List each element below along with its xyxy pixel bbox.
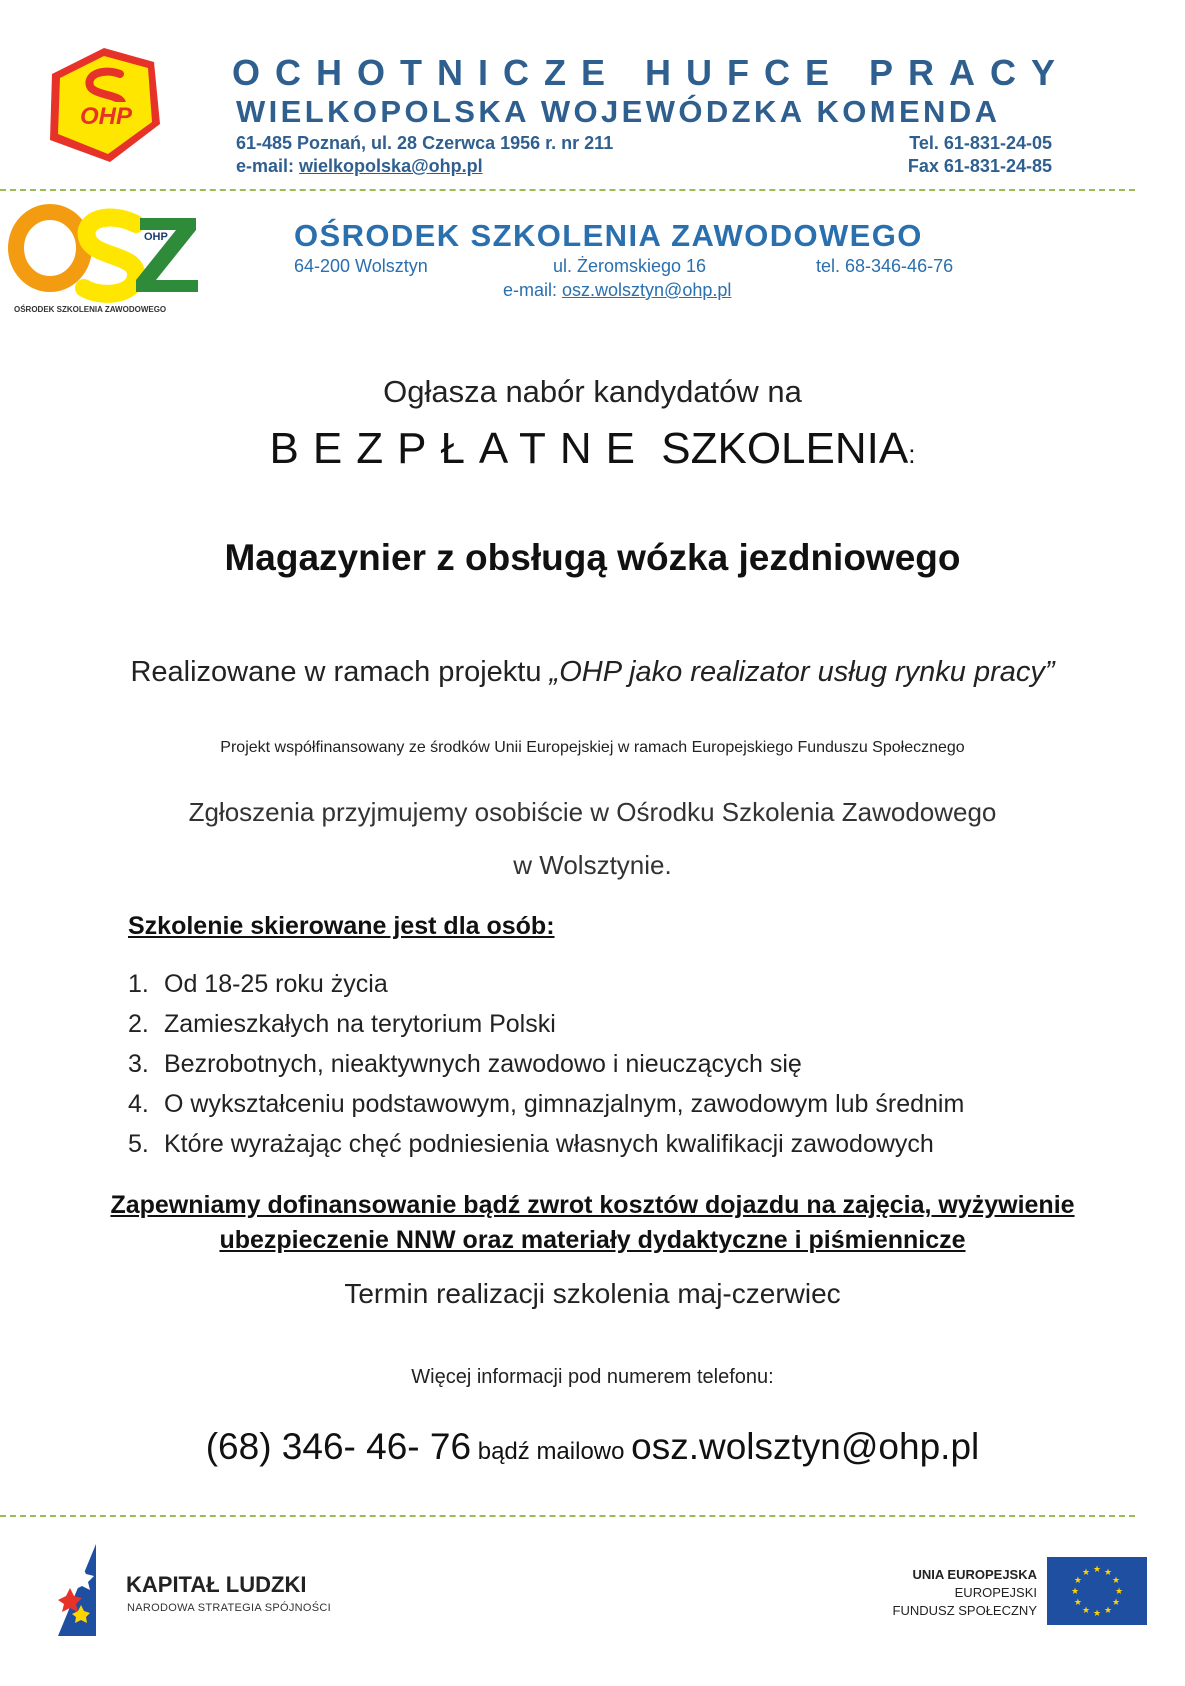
project-name: „OHP jako realizator usług rynku pracy” xyxy=(549,656,1055,688)
kapital-ludzki-title: KAPITAŁ LUDZKI xyxy=(126,1572,307,1597)
eu-star-icon: ★ xyxy=(1114,1587,1124,1597)
list-item: 1. Od 18-25 roku życia xyxy=(128,970,388,998)
cofinance-note: Projekt współfinansowany ze środków Unii Europejskiej w ramach Europejskiego Funduszu Społecznego xyxy=(220,739,965,756)
kapital-ludzki-logo xyxy=(56,1544,108,1636)
funding-line-1: Zapewniamy dofinansowanie bądź zwrot kosztów dojazdu na zajęcia, wyżywienie xyxy=(110,1191,1075,1219)
intro-text: Ogłasza nabór kandydatów na xyxy=(383,374,802,409)
org-email-link[interactable]: wielkopolska@ohp.pl xyxy=(299,156,483,176)
footer-divider xyxy=(0,1515,1135,1517)
org-address: 61-485 Poznań, ul. 28 Czerwca 1956 r. nr 211 xyxy=(236,133,614,153)
criteria-list xyxy=(128,964,964,1164)
eu-star-icon: ★ xyxy=(1092,1609,1102,1619)
headline-word: SZKOLENIA xyxy=(661,424,909,473)
headline-spaced: BEZPŁATNE xyxy=(269,424,650,473)
apply-line-2: w Wolsztynie. xyxy=(513,850,672,880)
eu-star-icon: ★ xyxy=(1103,1567,1113,1578)
project-line: Realizowane w ramach projektu „OHP jako realizator usług rynku pracy” xyxy=(130,656,1055,688)
ohp-logo xyxy=(44,44,166,166)
eu-line-2: EUROPEJSKI xyxy=(954,1585,1037,1600)
eu-star-icon: ★ xyxy=(1081,1606,1091,1617)
target-heading: Szkolenie skierowane jest dla osób: xyxy=(128,912,555,940)
osz-logo xyxy=(8,204,204,320)
eu-star-icon: ★ xyxy=(1103,1606,1113,1617)
header-divider xyxy=(0,189,1135,191)
eu-star-icon: ★ xyxy=(1073,1576,1082,1586)
kapital-ludzki-subtitle: NARODOWA STRATEGIA SPÓJNOŚCI xyxy=(127,1602,331,1614)
eu-star-icon: ★ xyxy=(1092,1565,1102,1575)
list-item: 5. Które wyrażając chęć podniesienia własnych kwalifikacji zawodowych xyxy=(128,1130,934,1158)
eu-flag-icon xyxy=(1047,1557,1147,1625)
osz-email-link[interactable]: osz.wolsztyn@ohp.pl xyxy=(562,280,732,300)
svg-text:OHP: OHP xyxy=(79,103,133,130)
org-fax: Fax 61-831-24-85 xyxy=(907,156,1052,176)
term-text: Termin realizacji szkolenia maj-czerwiec xyxy=(344,1278,841,1309)
eu-star-icon: ★ xyxy=(1070,1587,1080,1597)
eu-line-1: UNIA EUROPEJSKA xyxy=(912,1567,1037,1582)
funding-line-2: ubezpieczenie NNW oraz materiały dydaktyczne i piśmiennicze xyxy=(219,1226,966,1254)
org-tel: Tel. 61-831-24-05 xyxy=(909,133,1052,153)
more-info-text: Więcej informacji pod numerem telefonu: xyxy=(411,1366,774,1388)
contact-email[interactable]: osz.wolsztyn@ohp.pl xyxy=(631,1426,980,1467)
list-item: 2. Zamieszkałych na terytorium Polski xyxy=(128,1010,556,1038)
headline: BEZPŁATNE SZKOLENIA: xyxy=(269,424,916,473)
list-item: 4. O wykształceniu podstawowym, gimnazjalnym, zawodowym lub średnim xyxy=(128,1090,965,1118)
eu-star-icon: ★ xyxy=(1073,1598,1082,1608)
osz-email-line: e-mail: osz.wolsztyn@ohp.pl xyxy=(503,280,732,300)
funding-note xyxy=(0,1188,1185,1258)
eu-line-3: FUNDUSZ SPOŁECZNY xyxy=(892,1603,1037,1618)
phone-number[interactable]: (68) 346- 46- 76 xyxy=(205,1426,472,1467)
list-item: 3. Bezrobotnych, nieaktywnych zawodowo i nieuczących się xyxy=(128,1050,802,1078)
org-email-line: e-mail: wielkopolska@ohp.pl xyxy=(236,156,483,176)
osz-city: 64-200 Wolsztyn xyxy=(294,256,428,276)
contact-line: (68) 346- 46- 76 bądź mailowo osz.wolsztyn@ohp.pl xyxy=(205,1426,980,1467)
org-subtitle: WIELKOPOLSKA WOJEWÓDZKA KOMENDA xyxy=(236,94,1001,129)
eu-star-icon: ★ xyxy=(1112,1576,1121,1586)
osz-title: OŚRODEK SZKOLENIA ZAWODOWEGO xyxy=(294,218,923,253)
eu-star-icon: ★ xyxy=(1081,1567,1091,1578)
svg-text:OŚRODEK SZKOLENIA ZAWODOWEGO: OŚRODEK SZKOLENIA ZAWODOWEGO xyxy=(14,305,167,314)
osz-tel: tel. 68-346-46-76 xyxy=(816,256,954,276)
eu-star-icon: ★ xyxy=(1112,1598,1121,1608)
svg-text:OHP: OHP xyxy=(144,231,168,243)
osz-street: ul. Żeromskiego 16 xyxy=(553,256,707,276)
course-title: Magazynier z obsługą wózka jezdniowego xyxy=(224,537,961,578)
org-title: OCHOTNICZE HUFCE PRACY xyxy=(232,52,1071,93)
apply-line-1: Zgłoszenia przyjmujemy osobiście w Ośrodku Szkolenia Zawodowego xyxy=(188,797,997,827)
